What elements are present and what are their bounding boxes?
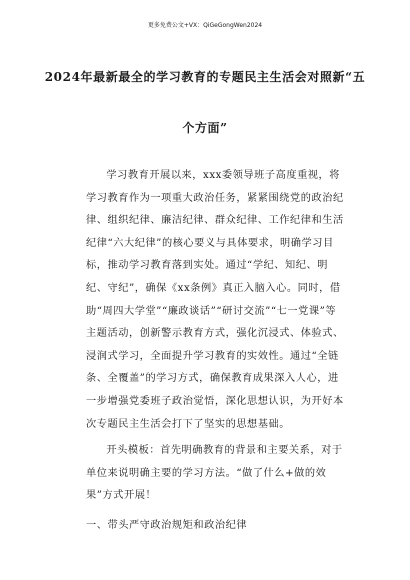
body-paragraph-1: 学习教育开展以来，xxx委领导班子高度重视，将学习教育作为一项重大政治任务，紧紧围绕党的政治纪律、组织纪律、廉洁纪律、群众纪律、工作纪律和生活纪律“六大纪律”的核心要义与具体要求，明确学习目标，推动学习教育落到实处。通过“学纪、知纪、明纪、守纪”，确保《xx条例》真正入脑入心。同时，借助“周四大学堂”“廉政谈话”“研讨交流”“七一党课”等主题活动，创新警示教育方式，强化沉浸式、体验式、浸润式学习，全面提升学习教育的实效性。通过“全链条、全覆盖”的学习方式，确保教育成果深入人心，进一步增强党委班子政治觉悟，深化思想认识，为开好本次专题民主生活会打下了坚实的思想基础。 [86,170,344,430]
section-heading-1: 一、带头严守政治规矩和政治纪律 [86,520,248,531]
document-title-line-1: 2024年最新最全的学习教育的专题民主生活会对照新“五 [44,70,366,84]
page-header: 更多免费公文+VX：QiGeGongWen2024 [147,22,263,29]
document-title-line-2: 个方面” [182,121,228,135]
body-paragraph-2: 开头模板：首先明确教育的背景和主要关系，对于单位来说明确主要的学习方法。“做了什么+做的效果”方式开展！ [86,445,343,502]
